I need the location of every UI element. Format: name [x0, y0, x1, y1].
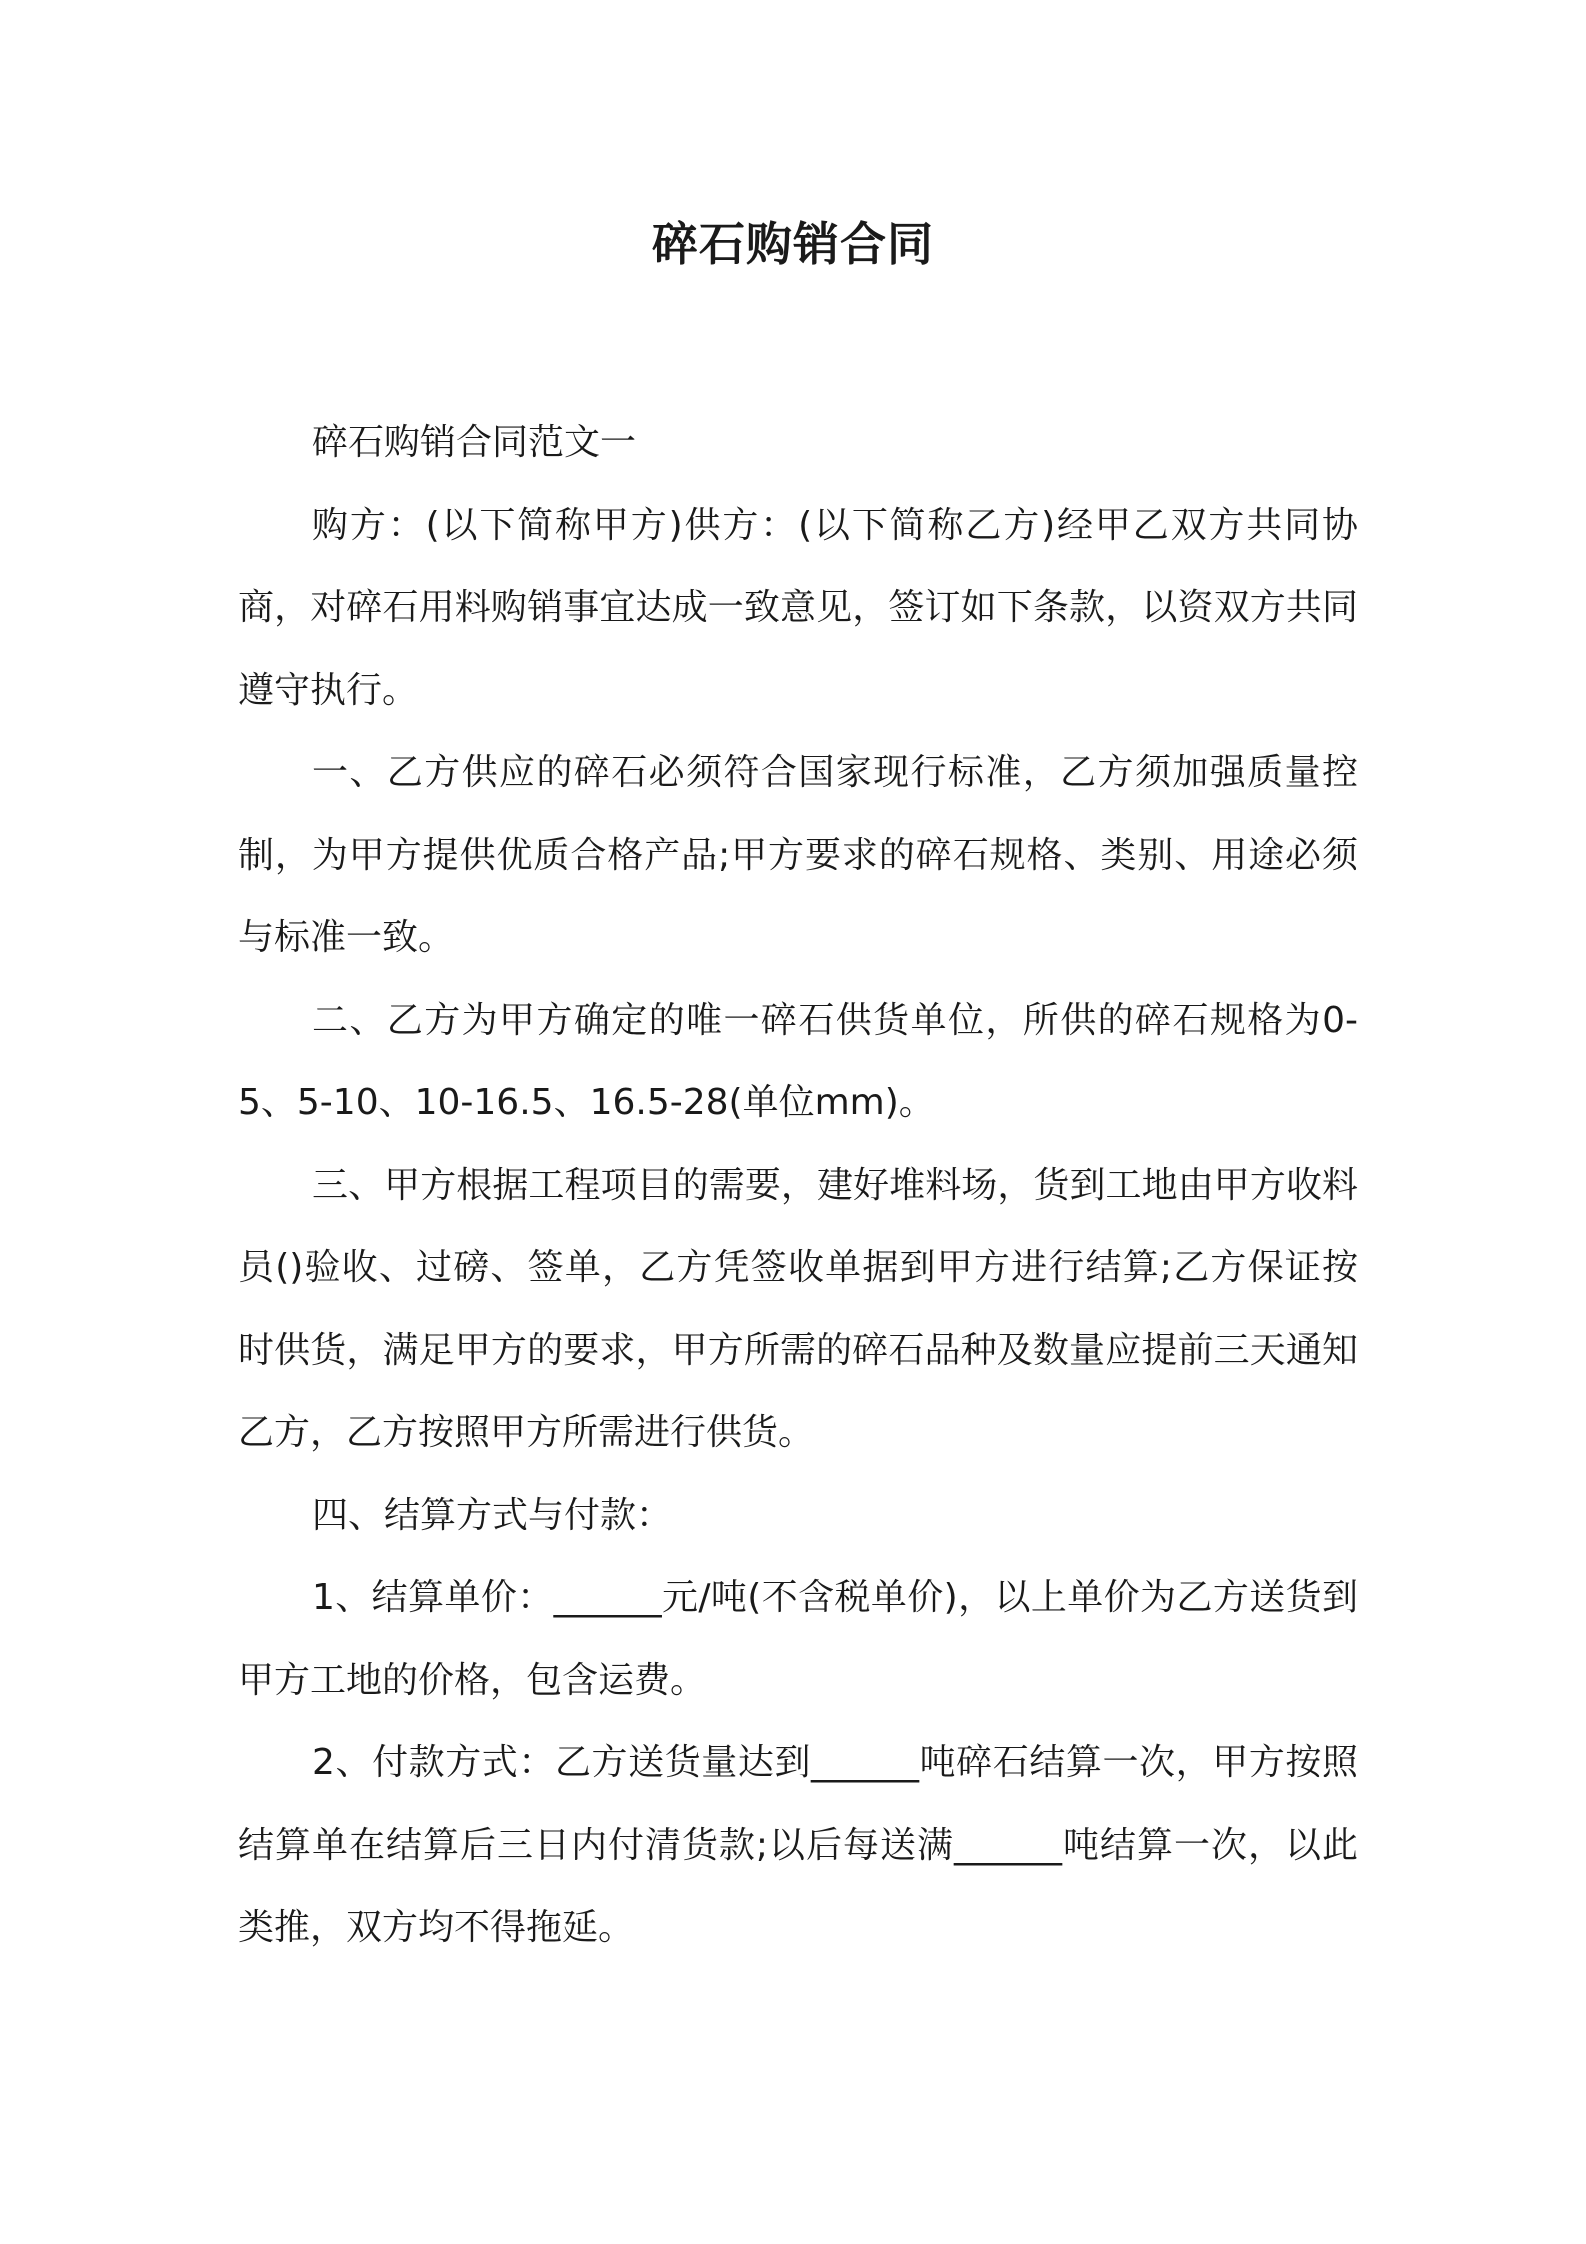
clause-4-item-2: 2、付款方式：乙方送货量达到______吨碎石结算一次，甲方按照结算单在结算后三日内付清货款;以后每送满______吨结算一次，以此类推，双方均不得拖延。 [238, 1742, 1358, 1948]
clause-4-heading: 四、结算方式与付款： [312, 1494, 673, 1536]
paragraph-preamble: 购方：(以下简称甲方)供方：(以下简称乙方)经甲乙双方共同协商，对碎石用料购销事宜达成一致意见，签订如下条款，以资双方共同遵守执行。 [238, 504, 1358, 711]
clause-4-item-1: 1、结算单价：______元/吨(不含税单价)，以上单价为乙方送货到甲方工地的价格，包含运费。 [238, 1577, 1358, 1701]
clause-3: 三、甲方根据工程项目的需要，建好堆料场，货到工地由甲方收料员()验收、过磅、签单，乙方凭签收单据到甲方进行结算;乙方保证按时供货，满足甲方的要求，甲方所需的碎石品种及数量应提前三天通知乙方，乙方按照甲方所需进行供货。 [238, 1164, 1358, 1453]
clause-2: 二、乙方为甲方确定的唯一碎石供货单位，所供的碎石规格为0-5、5-10、10-16.5、16.5-28(单位mm)。 [238, 999, 1358, 1123]
clause-1: 一、乙方供应的碎石必须符合国家现行标准，乙方须加强质量控制，为甲方提供优质合格产品;甲方要求的碎石规格、类别、用途必须与标准一致。 [238, 752, 1358, 958]
document-title: 碎石购销合同 [652, 217, 934, 271]
section-heading: 碎石购销合同范文一 [312, 422, 637, 463]
document-body [238, 402, 1358, 1970]
